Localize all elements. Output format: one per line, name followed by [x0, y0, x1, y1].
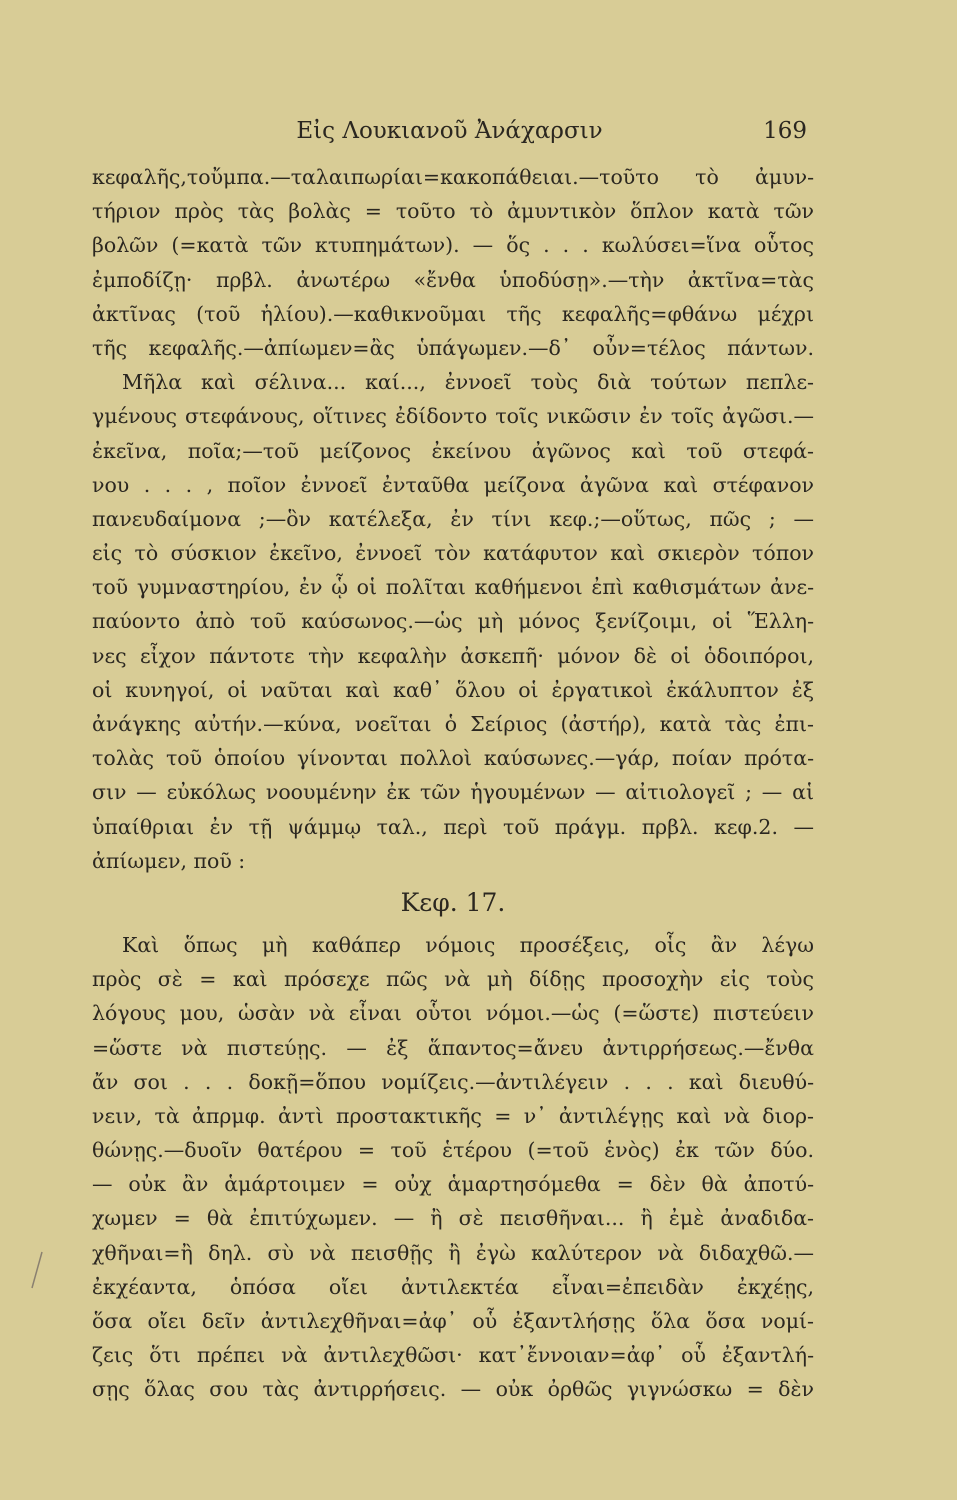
- text-line: ἀπίωμεν, ποῦ :: [92, 848, 246, 873]
- text-line: — οὐκ ἂν ἁμάρτοιμεν = οὐχ ἁμαρτησόμεθα = δὲν θὰ ἀποτύ-: [92, 1172, 814, 1197]
- page-number: 169: [763, 118, 807, 144]
- text-line: πανευδαίμονα ;—ὃν κατέλεξα, ἐν τίνι κεφ.;—οὕτως, πῶς ; —: [92, 506, 814, 531]
- page-header: [92, 118, 807, 154]
- text-line: χθῆναι=ἢ δηλ. σὺ νὰ πεισθῇς ἢ ἐγὼ καλύτερον νὰ διδαχθῶ.—: [92, 1240, 814, 1265]
- text-line: χωμεν = θὰ ἐπιτύχωμεν. — ἢ σὲ πεισθῆναι... ἢ ἐμὲ ἀναδιδα-: [92, 1206, 814, 1231]
- text-line: ὅσα οἴει δεῖν ἀντιλεχθῆναι=ἀφ᾽ οὗ ἐξαντλήσῃς ὅλα ὅσα νομί-: [92, 1309, 814, 1333]
- pencil-mark: [30, 1250, 44, 1290]
- text-line: οἱ κυνηγοί, οἱ ναῦται καὶ καθ᾽ ὅλου οἱ ἐργατικοὶ ἐκάλυπτον ἐξ: [92, 677, 814, 702]
- chapter-heading: Κεφ. 17.: [400, 887, 506, 917]
- text-line: ἀκτῖνας (τοῦ ἡλίου).—καθικνοῦμαι τῆς κεφαλῆς=φθάνω μέχρι: [92, 301, 814, 326]
- text-line: ζεις ὅτι πρέπει νὰ ἀντιλεχθῶσι· κατ᾽ἔννοιαν=ἀφ᾽ οὗ ἐξαντλή-: [92, 1343, 814, 1368]
- text-line: τολὰς τοῦ ὁποίου γίνονται πολλοὶ καύσωνες.—γάρ, ποίαν πρότα-: [92, 746, 814, 771]
- text-line: γμένους στεφάνους, οἵτινες ἐδίδοντο τοῖς νικῶσιν ἐν τοῖς ἀγῶσι.—: [92, 404, 814, 429]
- text-line: =ὥστε νὰ πιστεύῃς. — ἐξ ἅπαντος=ἄνευ ἀντιρρήσεως.—ἔνθα: [92, 1035, 814, 1060]
- text-line: ἄν σοι . . . δοκῇ=ὅπου νομίζεις.—ἀντιλέγειν . . . καὶ διευθύ-: [92, 1069, 814, 1094]
- text-line: εἰς τὸ σύσκιον ἐκεῖνο, ἐννοεῖ τὸν κατάφυτον καὶ σκιερὸν τόπον: [92, 541, 814, 566]
- text-line: ὑπαίθριαι ἐν τῇ ψάμμῳ ταλ., περὶ τοῦ πράγμ. πρβλ. κεφ.2. —: [92, 814, 814, 839]
- text-line: θώνῃς.—δυοῖν θατέρου = τοῦ ἑτέρου (=τοῦ ἑνὸς) ἐκ τῶν δύο.: [92, 1138, 814, 1163]
- text-line: παύοντο ἀπὸ τοῦ καύσωνος.—ὡς μὴ μόνος ξενίζοιμι, οἱ Ἕλλη-: [92, 609, 814, 634]
- text-line: σιν — εὐκόλως νοουμένην ἐκ τῶν ἡγουμένων — αἰτιολογεῖ ; — αἱ: [92, 780, 814, 805]
- text-line: ἐμποδίζῃ· πρβλ. ἀνωτέρω «ἔνθα ὑποδύσῃ».—τὴν ἀκτῖνα=τὰς: [92, 267, 814, 292]
- text-line: ἐκεῖνα, ποῖα;—τοῦ μείζονος ἐκείνου ἀγῶνος καὶ τοῦ στεφά-: [92, 438, 814, 463]
- text-line: τῆς κεφαλῆς.—ἀπίωμεν=ἂς ὑπάγωμεν.—δ᾽ οὖν=τέλος πάντων.: [92, 335, 814, 360]
- text-line: Καὶ ὅπως μὴ καθάπερ νόμοις προσέξεις, οἷς ἂν λέγω: [122, 932, 814, 957]
- page-body: [92, 160, 814, 1407]
- text-line: Μῆλα καὶ σέλινα... καί..., ἐννοεῖ τοὺς διὰ τούτων πεπλε-: [122, 370, 814, 395]
- text-line: νου . . . , ποῖον ἐννοεῖ ἐνταῦθα μείζονα ἀγῶνα καὶ στέφανον: [92, 472, 814, 497]
- text-line: σῃς ὅλας σου τὰς ἀντιρρήσεις. — οὐκ ὀρθῶς γιγνώσκω = δὲν: [92, 1377, 814, 1402]
- text-line: βολῶν (=κατὰ τῶν κτυπημάτων). — ὅς . . . κωλύσει=ἵνα οὗτος: [92, 233, 814, 258]
- text-line: τοῦ γυμναστηρίου, ἐν ᾧ οἱ πολῖται καθήμενοι ἐπὶ καθισμάτων ἀνε-: [92, 575, 814, 600]
- text-line: ἀνάγκης αὐτήν.—κύνα, νοεῖται ὁ Σείριος (ἀστήρ), κατὰ τὰς ἐπι-: [92, 712, 814, 736]
- text-line: νειν, τὰ ἀπρμφ. ἀντὶ προστακτικῆς = ν᾽ ἀντιλέγῃς καὶ νὰ διορ-: [92, 1103, 814, 1128]
- text-line: κεφαλῆς,τοὔμπα.—ταλαιπωρίαι=κακοπάθειαι.—τοῦτο τὸ ἀμυν-: [92, 165, 814, 189]
- text-line: πρὸς σὲ = καὶ πρόσεχε πῶς νὰ μὴ δίδῃς προσοχὴν εἰς τοὺς: [92, 967, 814, 992]
- text-line: ἐκχέαντα, ὁπόσα οἴει ἀντιλεκτέα εἶναι=ἐπειδὰν ἐκχέῃς,: [92, 1274, 814, 1299]
- text-line: λόγους μου, ὡσὰν νὰ εἶναι οὗτοι νόμοι.—ὡς (=ὥστε) πιστεύειν: [92, 1001, 814, 1026]
- text-line: νες εἶχον πάντοτε τὴν κεφαλὴν ἀσκεπῆ· μόνον δὲ οἱ ὁδοιπόροι,: [92, 643, 814, 668]
- running-title: Εἰς Λουκιανοῦ Ἀνάχαρσιν: [296, 118, 603, 144]
- text-line: τήριον πρὸς τὰς βολὰς = τοῦτο τὸ ἀμυντικὸν ὅπλον κατὰ τῶν: [92, 199, 814, 224]
